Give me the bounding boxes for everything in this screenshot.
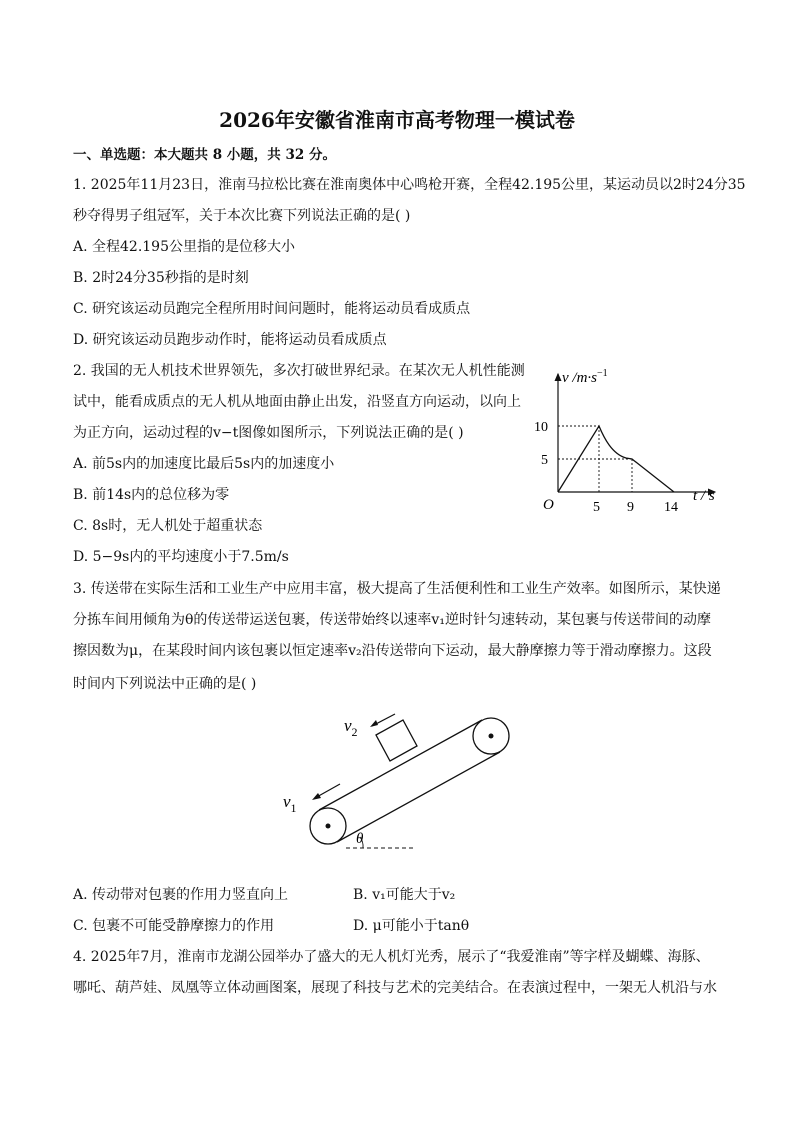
q2-option-b: B. 前14s内的总位移为零 [73,487,230,503]
q1-option-b: B. 2时24分35秒指的是时刻 [73,270,249,286]
q3-option-a: A. 传动带对包裹的作用力竖直向上 [73,887,289,903]
q3-stem-line4: 时间内下列说法中正确的是( ) [73,676,257,692]
x-tick-9: 9 [627,500,634,515]
q2-stem-line1: 2. 我国的无人机技术世界领先，多次打破世界纪录。在某次无人机性能测 [73,363,525,379]
q2-stem-line2: 试中，能看成质点的无人机从地面由静止出发，沿竖直方向运动，以向上 [73,394,521,410]
q2-stem-line3: 为正方向，运动过程的v−t图像如图所示，下列说法正确的是( ) [73,425,464,441]
y-axis-label: v $/m\cdot s^{-1}$ [562,368,608,386]
lower-pulley-axle [326,824,331,829]
theta-label: θ [356,831,364,847]
q3-stem-line1: 3. 传送带在实际生活和工业生产中应用丰富，极大提高了生活便利性和工业生产效率。如图所示，某快递 [73,581,721,597]
q3-stem-line2: 分拣车间用倾角为θ的传送带运送包裹，传送带始终以速率v₁逆时针匀速转动，某包裹与传送带间的动摩 [73,612,711,628]
q2-option-a: A. 前5s内的加速度比最后5s内的加速度小 [73,456,335,472]
q1-option-a: A. 全程42.195公里指的是位移大小 [73,239,295,255]
conveyor-figure [270,700,530,860]
q4-stem-line1: 4. 2025年7月，淮南市龙湖公园举办了盛大的无人机灯光秀，展示了“我爱淮南”等字样及蝴蝶、海豚、 [73,949,710,965]
section-heading: 一、单选题：本大题共 8 小题，共 32 分。 [73,147,336,163]
q1-stem-line1: 1. 2025年11月23日，淮南马拉松比赛在淮南奥体中心鸣枪开赛，全程42.195公里，某运动员以2时24分35 [73,177,746,193]
y-tick-5: 5 [541,453,548,468]
vt-graph [530,362,730,522]
upper-pulley-axle [489,734,494,739]
origin-label: O [543,497,554,513]
q1-option-d: D. 研究该运动员跑步动作时，能将运动员看成质点 [73,332,387,348]
v2-arrow-head [370,720,378,727]
x-tick-5: 5 [593,500,600,515]
q3-option-d: D. μ可能小于tanθ [353,918,470,934]
page-title: 2026年安徽省淮南市高考物理一模试卷 [219,108,575,132]
y-tick-10: 10 [534,420,548,435]
q3-stem-line3: 擦因数为μ，在某段时间内该包裹以恒定速率v₂沿传送带向下运动，最大静摩擦力等于滑动摩擦力。这段 [73,643,712,659]
x-axis-label: t / s [693,488,715,504]
v1-label: $v_1$ [283,792,297,815]
belt-bottom [337,752,500,842]
v2-label: $v_2$ [344,716,358,739]
q1-option-c: C. 研究该运动员跑完全程所用时间问题时，能将运动员看成质点 [73,301,471,317]
v1-arrow-head [312,793,321,800]
q2-option-c: C. 8s时，无人机处于超重状态 [73,518,263,534]
q4-stem-line2: 哪吒、葫芦娃、凤凰等立体动画图案，展现了科技与艺术的完美结合。在表演过程中，一架无人机沿与水 [73,980,717,996]
q2-option-d: D. 5−9s内的平均速度小于7.5m/s [73,549,289,565]
q3-option-c: C. 包裹不可能受静摩擦力的作用 [73,918,275,934]
q3-option-b: B. v₁可能大于v₂ [353,887,456,903]
q1-stem-line2: 秒夺得男子组冠军，关于本次比赛下列说法正确的是( ) [73,208,411,224]
x-tick-14: 14 [664,500,678,515]
package-box [376,720,417,761]
